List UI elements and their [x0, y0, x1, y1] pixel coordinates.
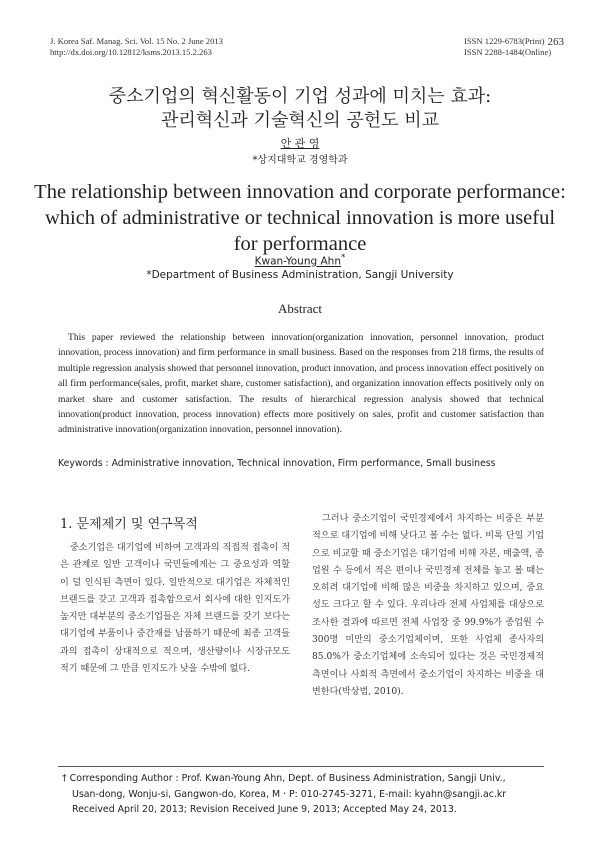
- body-column-right: [312, 511, 544, 701]
- body-paragraph-1: 중소기업은 대기업에 비하여 고객과의 직접적 접촉이 적은 관계로 일반 고객이나 국민들에게는 그 중요성과 역할이 덜 인식된 측면이 있다. 일반적으로 대기업은 자체적인 브랜드를 갖고 고객과 접촉함으로서 회사에 대한 인지도가 높지만 대부분의 중소기업들은 자체 브랜드를 갖기 보다는 대기업에 부품이나 중간재를 납품하기 때문에 최종 고객들과의 접촉이 상대적으로 적으며, 생산량이나 시장규모도 적기 때문에 그 만큼 인지도가 낮을 수밖에 없다.: [60, 543, 290, 675]
- footnote-line-3: Received April 20, 2013; Revision Received June 9, 2013; Accepted May 24, 2013.: [72, 804, 457, 815]
- journal-citation: [50, 36, 223, 58]
- abstract-body: This paper reviewed the relationship between innovation(organization innovation, personnel innovation, product innovation, process innovation) and firm performance in small business. Based on the responses from 218 firms, the results of multiple regression analysis showed that personnel innovation, product innovation, and process innovation effect positively on all firm performance(sales, profit, market share, customer satisfaction), and organization innovation effects positively only on market share and customer satisfaction. The results of hierarchical regression analysis showed that technical innovation(product innovation, process innovation) effects more positively on sales, profit and customer satisfaction than administrative innovation(organization innovation, personnel innovation).: [58, 332, 544, 436]
- journal-line: J. Korea Saf. Manag. Sci. Vol. 15 No. 2 June 2013: [50, 36, 223, 46]
- page-number: 263: [547, 36, 564, 48]
- english-title-line-2: which of administrative or technical innovation is more useful: [44, 207, 556, 229]
- section-heading: 1. 문제제기 및 연구목적: [60, 517, 198, 532]
- footnote-divider: [58, 766, 544, 767]
- korean-author: 안 관 영: [280, 137, 320, 150]
- body-paragraph-2: 그러나 중소기업이 국민경제에서 차지하는 비중은 부분적으로 대기업에 비해 낮다고 볼 수는 없다. 비록 단일 기업으로 비교할 때 중소기업은 대기업에 비해 자본, 매출액, 종업원 수 등에서 적은 편이나 국민경제 전체를 놓고 볼 때는 오히려 대기업에 비해 많은 비중을 차지하고 있으며, 중요성도 크다고 할 수 있다. 우리나라 전체 사업체를 대상으로 조사한 결과에 따르면 전체 사업장 중 99.9%가 종업원 수 300명 미만의 중소기업체이며, 또한 사업체 종사자의 85.0%가 중소기업체에 소속되어 있다는 것은 국민경제적 측면이나 사회적 측면에서 중소기업이 차지하는 비중을 대변한다(박상범, 2010).: [312, 514, 544, 697]
- korean-title-line-2: 관리혁신과 기술혁신의 공헌도 비교: [161, 110, 439, 131]
- issn-block: [464, 36, 551, 58]
- abstract-heading: Abstract: [277, 301, 323, 316]
- keywords: Keywords : Administrative innovation, Technical innovation, Firm performance, Small business: [58, 458, 496, 469]
- footnote: [62, 771, 552, 818]
- english-author-line: Kwan-Young Ahn*: [254, 253, 346, 268]
- korean-affiliation: *상지대학교 경영학과: [252, 155, 348, 166]
- english-title-line-1: The relationship between innovation and corporate performance:: [34, 181, 566, 203]
- korean-title-line-1: 중소기업의 혁신활동이 기업 성과에 미치는 효과:: [108, 86, 492, 107]
- english-author: Kwan-Young Ahn: [254, 255, 341, 268]
- issn-online: ISSN 2288-1484(Online): [464, 47, 552, 57]
- doi-line: http://dx.doi.org/10.12812/ksms.2013.15.2.263: [50, 47, 212, 57]
- issn-print: ISSN 1229-6783(Print): [464, 36, 545, 46]
- english-title-line-3: for performance: [233, 233, 367, 255]
- body-column-left: [60, 540, 290, 678]
- english-affiliation: *Department of Business Administration, Sangji University: [146, 269, 454, 281]
- footnote-line-1: † Corresponding Author : Prof. Kwan-Young Ahn, Dept. of Business Administration, Sangji Univ.,: [62, 773, 506, 784]
- footnote-line-2: Usan-dong, Wonju-si, Gangwon-do, Korea, M · P: 010-2745-3271, E-mail: kyahn@sangji.ac.kr: [72, 788, 507, 800]
